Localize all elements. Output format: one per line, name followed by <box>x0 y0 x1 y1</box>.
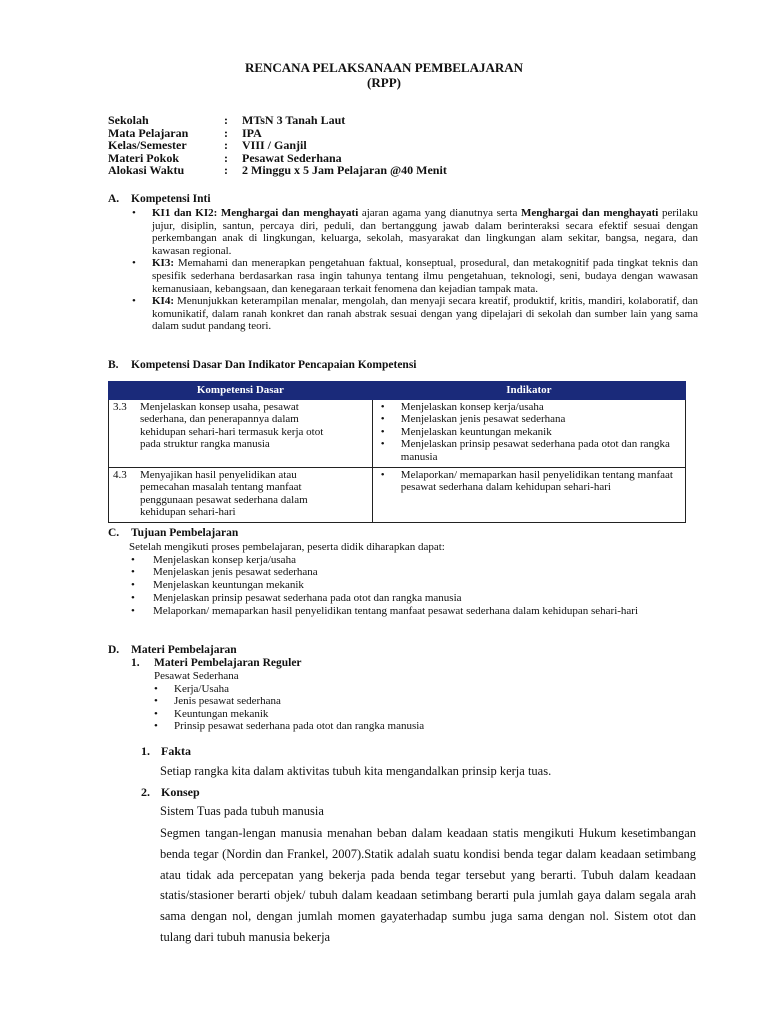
indicator-item <box>377 413 681 426</box>
list-item <box>154 720 424 733</box>
materi-topic-list <box>154 670 424 733</box>
kd-number: 3.3 <box>113 400 127 413</box>
section-d-heading <box>108 644 237 656</box>
list-item-text: Prinsip pesawat sederhana pada otot dan rangka manusia <box>174 720 425 733</box>
list-item-text: Menjelaskan keuntungan mekanik <box>153 579 304 592</box>
section-title: Tujuan Pembelajaran <box>131 527 239 539</box>
identity-label: Alokasi Waktu <box>108 163 185 178</box>
section-b-heading <box>108 359 417 371</box>
section-title: Kompetensi Inti <box>131 193 211 205</box>
list-item <box>129 554 699 567</box>
identity-row <box>108 164 447 177</box>
identity-colon: : <box>224 138 228 153</box>
identity-value: 2 Minggu x 5 Jam Pelajaran @40 Menit <box>242 163 447 178</box>
section-letter: D. <box>108 644 120 656</box>
indicator-text: Menjelaskan prinsip pesawat sederhana pada otot dan rangka manusia <box>400 438 670 463</box>
identity-block <box>108 114 447 177</box>
list-item-text: Kerja/Usaha <box>174 682 229 695</box>
bullet: • <box>131 579 135 592</box>
identity-colon: : <box>224 125 228 140</box>
list-item <box>154 695 424 708</box>
sub-number: 1. <box>131 657 140 669</box>
list-item-text: Menjelaskan prinsip pesawat sederhana pada otot dan rangka manusia <box>153 591 462 604</box>
bullet: • <box>380 400 385 413</box>
ki-item <box>132 295 698 333</box>
fakta-number: 1. <box>141 744 150 758</box>
kd-number: 4.3 <box>113 468 127 481</box>
ki-lead: KI1 dan KI2: <box>152 207 218 219</box>
document-subtitle: (RPP) <box>367 75 401 90</box>
bullet: • <box>154 720 158 733</box>
list-item-text: Menjelaskan jenis pesawat sederhana <box>153 566 318 579</box>
ki-bold-phrase: Menghargai dan menghayati <box>520 207 659 219</box>
table-row <box>109 399 686 467</box>
bullet: • <box>132 295 136 308</box>
ki-text: ajaran agama yang dianutnya serta <box>358 207 521 219</box>
ki-lead: KI4: <box>152 295 174 308</box>
bullet: • <box>380 413 385 426</box>
kompetensi-inti-list <box>132 207 698 333</box>
list-item <box>154 708 424 721</box>
indicator-item <box>377 426 681 439</box>
list-item <box>129 566 699 579</box>
table-header-indikator: Indikator <box>372 382 685 400</box>
section-title: Kompetensi Dasar Dan Indikator Pencapaian Kompetensi <box>131 359 417 371</box>
ki-item <box>132 207 698 257</box>
list-item <box>129 579 699 592</box>
list-item-text: Menjelaskan konsep kerja/usaha <box>153 553 296 566</box>
materi-topic: Pesawat Sederhana <box>154 670 239 682</box>
indicator-text: Menjelaskan keuntungan mekanik <box>400 425 552 438</box>
bullet: • <box>380 438 385 451</box>
identity-label: Materi Pokok <box>108 150 179 165</box>
list-item-text: Melaporkan/ memaparkan hasil penyelidikan tentang manfaat pesawat sederhana dalam kehidupan sehari-hari <box>153 604 639 617</box>
konsep-heading <box>141 785 200 800</box>
section-a-heading <box>108 193 211 205</box>
bullet: • <box>154 682 158 695</box>
fakta-heading <box>141 744 191 759</box>
document-title: RENCANA PELAKSANAAN PEMBELAJARAN <box>244 60 524 75</box>
identity-label: Mata Pelajaran <box>108 125 189 140</box>
ki-item <box>132 257 698 295</box>
indicator-cell <box>372 399 685 467</box>
section-c-heading <box>108 527 238 539</box>
bullet: • <box>131 591 135 604</box>
bullet: • <box>132 207 136 219</box>
section-letter: C. <box>108 527 120 539</box>
ki-text: perilaku jujur, disiplin, santun, percaya diri, peduli, dan bertanggung jawab dalam berinteraksi secara efektif sesuai dengan perkembangan anak di lingkungan, keluarga, sekolah, masyarakat dan lingkungan alam sekitar, bangsa, negara, dan kawasan regional. <box>152 207 698 257</box>
table-row <box>109 467 686 522</box>
section-letter: A. <box>108 193 120 205</box>
section-title: Materi Pembelajaran <box>131 644 237 656</box>
identity-colon: : <box>224 113 228 127</box>
ki-bold-phrase: Menghargai dan menghayati <box>220 207 359 219</box>
bullet: • <box>380 425 385 438</box>
indicator-text: Menjelaskan konsep kerja/usaha <box>400 400 544 413</box>
bullet: • <box>154 695 158 708</box>
list-item-text: Jenis pesawat sederhana <box>174 695 281 708</box>
list-item-text: Keuntungan mekanik <box>174 707 269 720</box>
section-letter: B. <box>108 359 119 371</box>
bullet: • <box>154 707 158 720</box>
bullet: • <box>131 553 135 566</box>
table-header-row <box>109 382 686 400</box>
identity-colon: : <box>224 163 228 178</box>
bullet: • <box>131 604 135 617</box>
bullet: • <box>380 468 385 481</box>
sub-title: Materi Pembelajaran Reguler <box>154 657 302 669</box>
identity-value: IPA <box>242 125 262 140</box>
bullet: • <box>131 566 135 579</box>
kd-indicator-table <box>108 381 686 523</box>
konsep-title: Konsep <box>161 785 200 799</box>
list-item <box>129 605 699 618</box>
konsep-paragraph: Segmen tangan-lengan manusia menahan beban dalam keadaan statis mengikuti Hukum kesetimbangan benda tegar (Nordin dan Frankel, 2007).Statik adalah suatu kondisi benda tegar dalam keadaan setimbang atau tidak ada percepatan yang bekerja pada benda tegar tersebut yang berarti. Tubuh dalam keadaan statis/stasioner berarti objek/ tubuh dalam keadaan setimbang berarti pula jumlah gaya dalam segala arah sama dengan nol, dengan jumlah momen gayaterhadap sumbu juga sama dengan nol. Sistem otot dan tulang dari tubuh manusia bekerja <box>160 826 696 944</box>
fakta-title: Fakta <box>161 744 191 758</box>
kd-text: Menyajikan hasil penyelidikan atau pemecahan masalah tentang manfaat penggunaan pesawat sederhana dalam kehidupan sehari-hari <box>140 468 308 519</box>
identity-colon: : <box>224 150 228 165</box>
bullet: • <box>132 257 136 270</box>
ki-lead: KI3: <box>152 257 174 270</box>
identity-value: MTsN 3 Tanah Laut <box>242 113 346 127</box>
indicator-item <box>377 401 681 414</box>
identity-value: Pesawat Sederhana <box>242 150 342 165</box>
tujuan-list <box>129 541 699 617</box>
list-item <box>129 592 699 605</box>
list-item <box>154 683 424 696</box>
identity-label: Kelas/Semester <box>108 138 187 153</box>
kd-cell <box>109 399 373 467</box>
ki-text: Menunjukkan keterampilan menalar, mengolah, dan menyaji secara kreatif, produktif, kritis, mandiri, kolaboratif, dan komunikatif, dalam ranah konkret dan ranah abstrak sesuai dengan yang dipelajari di sekolah dan sumber lain yang sama dalam sudut pandang teori. <box>152 295 698 333</box>
kd-cell <box>109 467 373 522</box>
indicator-item <box>377 469 681 494</box>
indicator-cell <box>372 467 685 522</box>
identity-row <box>108 114 447 127</box>
konsep-number: 2. <box>141 785 150 799</box>
identity-value: VIII / Ganjil <box>242 138 307 153</box>
indicator-text: Melaporkan/ memaparkan hasil penyelidikan tentang manfaat pesawat sederhana dalam kehidupan sehari-hari <box>400 468 673 494</box>
kd-text: Menjelaskan konsep usaha, pesawat sederhana, dan penerapannya dalam kehidupan sehari-hari termasuk kerja otot pada struktur rangka manusia <box>140 400 324 451</box>
tujuan-intro: Setelah mengikuti proses pembelajaran, peserta didik diharapkan dapat: <box>129 541 445 553</box>
identity-label: Sekolah <box>108 113 149 127</box>
table-header-kd: Kompetensi Dasar <box>109 382 373 400</box>
indicator-text: Menjelaskan jenis pesawat sederhana <box>400 413 566 426</box>
ki-text: Memahami dan menerapkan pengetahuan faktual, konseptual, prosedural, dan metakognitif pada tingkat teknis dan spesifik sederhana berdasarkan rasa ingin tahunya tentang ilmu pengetahuan, teknologi, seni, budaya dengan wawasan kemanusiaan, kebangsaan, dan kenegaraan terkait fenomena dan kejadian tampak mata. <box>152 257 698 295</box>
fakta-text: Setiap rangka kita dalam aktivitas tubuh kita mengandalkan prinsip kerja tuas. <box>160 764 552 778</box>
konsep-subtitle: Sistem Tuas pada tubuh manusia <box>160 804 324 818</box>
materi-reguler-heading <box>131 657 302 669</box>
indicator-item <box>377 438 681 463</box>
